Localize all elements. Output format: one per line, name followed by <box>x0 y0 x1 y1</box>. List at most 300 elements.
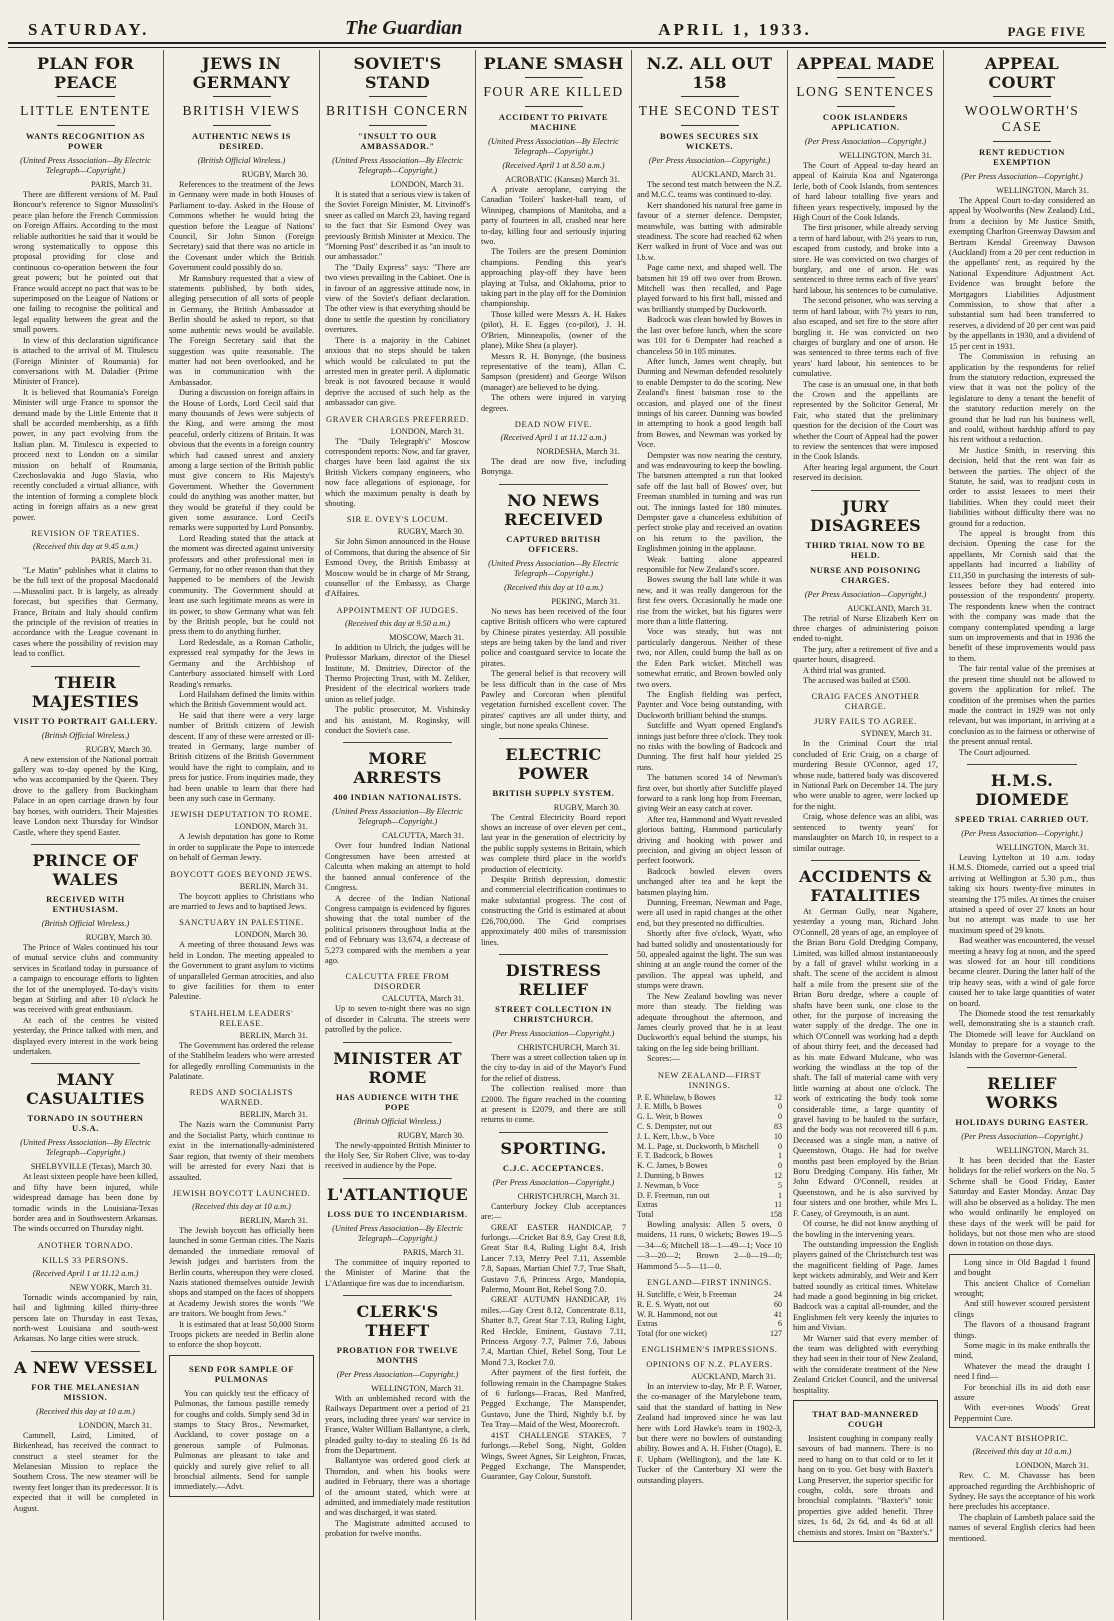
deck: VISIT TO PORTRAIT GALLERY. <box>13 715 158 726</box>
subheadline: THE SECOND TEST <box>638 103 781 118</box>
ad-text: Insistent coughing in company really savours of bad manners. There is no need to hang on to that cold or to let it hang on to you. Get busy with Baxter's Lung Preserver, the superior specific for coughs, colds, sore throats and bronchial complaints. "Baxter's" tonic properties give added benefit. Three sizes, 1s 6d, 2s 6d, and 4s 6d at all chemists and stores. Insist on "Baxter's." <box>798 1434 933 1537</box>
received-line: (Received April 1 at 11.12 a.m.) <box>32 1268 139 1278</box>
paragraph: Sutcliffe and Wyatt opened England's innings just before three o'clock. They took no risks with the bowling of Badcock and Dunning. The first half hour yielded 25 runs. <box>637 721 782 772</box>
story-a-new-vessel <box>13 1358 158 1514</box>
runs-value: 12 <box>774 1170 782 1180</box>
divider <box>499 1132 608 1133</box>
deck: LOSS DUE TO INCENDIARISM. <box>327 1208 468 1219</box>
story-appointment-of-judges <box>325 605 470 737</box>
story-sporting <box>481 1139 626 1483</box>
paragraph: GREAT AUTUMN HANDICAP, 1½ miles.—Gay Crest 8.12, Concentrate 8.11, Shatter 8.7, Great Star 7.13, Ruling Light, Red Heckle, Eminent, Gustavo 7.11, Princess Argosy 7.7, Palmer 7.6, Jabous 7.4, Martian Chief, Rebel Song, Tout Le Mond 7.3, Rocket 7.0. <box>481 1295 626 1367</box>
section-minor-heading: JEWISH DEPUTATION TO ROME. <box>170 809 313 820</box>
paragraph: Voce was steady, but was not particularly dangerous. Neither of these two, nor Allen, could bump the ball as on the Eden Park wicket. Mitchell was somewhat erratic, and Brown bowled only two overs. <box>637 627 782 689</box>
section-minor-heading: OPINIONS OF N.Z. PLAYERS. <box>646 1358 773 1369</box>
paragraph: The newly-appointed British Minister to the Holy See, Sir Robert Clive, was to-day received in audience by the Pope. <box>325 1140 470 1171</box>
batsman-entry: D. F. Freeman, run out <box>637 1190 710 1200</box>
paragraph: Badcock was clean bowled by Bowes in the last over before lunch, when the score was 101 for 6 Dempster had reached a chanceless 50 in 105 minutes. <box>637 315 782 356</box>
dateline: MOSCOW, March 31. <box>389 632 464 642</box>
dateline: WELLINGTON, March 31. <box>996 842 1089 852</box>
story-graver-charges <box>325 414 470 510</box>
score-row <box>637 1290 782 1300</box>
divider <box>993 141 1051 142</box>
source-line: (British Official Wireless.) <box>41 730 130 740</box>
deck: STREET COLLECTION IN CHRISTCHURCH. <box>495 1003 612 1024</box>
runs-value: 11 <box>774 1200 782 1210</box>
divider <box>31 844 140 845</box>
column-6 <box>788 50 944 1620</box>
batsman-entry: K. C. James, b Bowes <box>637 1161 708 1171</box>
paragraph: 41ST CHALLENGE STAKES, 7 furlongs.—Rebel Song, Night, Golden Wings, Sweet Agnes, Sir Leighton, Fracas, Pegged Exchange, The Manspender, Guarantee, Gay Colour, Sunstoft. <box>481 1430 626 1482</box>
paragraph: Canterbury Jockey Club acceptances are:— <box>481 1201 626 1222</box>
source-line: (United Press Association—By Electric Telegraph—Copyright.) <box>20 1138 151 1158</box>
story-stahlhelm <box>169 1008 314 1083</box>
column-4 <box>476 50 632 1620</box>
headline: APPEAL COURT <box>984 54 1060 92</box>
batsman-entry: J. Dunning, b Bowes <box>637 1170 704 1180</box>
ad-text: You can quickly test the efficacy of Pulmonas, the famous pastille remedy for coughs and colds. Simply send 3d in stamps to Stacy Bros., Newmarket, Auckland, to cover postage on a generous sample of Pulmonas. Pulmonas are pleasant to take and quickly and surely give relief to all bronchial ailments. Send for sample immediately.—Advt. <box>174 1388 309 1492</box>
batsman-entry: M. L. Page, st. Duckworth, b Mitchell <box>637 1141 759 1151</box>
paragraph: A third trial was granted. <box>803 665 886 675</box>
source-line: (British Official Wireless.) <box>353 1116 442 1126</box>
dateline: RUGBY, March 30. <box>397 527 464 537</box>
deck: CAPTURED BRITISH OFFICERS. <box>506 533 601 554</box>
runs-value: 10 <box>774 1131 782 1141</box>
paragraph: Mr Warner said that every member of the team was delighted with everything they had seen in their tour of New Zealand, with the considerate treatment of the New Zealand Cricket Council, and the universal hospitality. <box>793 1333 938 1395</box>
poem-line: Whatever the mead the draught I need I find— <box>954 1361 1090 1382</box>
source-line: (Per Press Association—Copyright.) <box>492 1028 615 1038</box>
score-row <box>637 1200 782 1210</box>
paragraph: Rev. C. M. Chavasse has been approached regarding the Archbishopric of Sydney. He says the acceptance of his work here precludes his acceptance. <box>949 1471 1095 1512</box>
headline: PRINCE OF WALES <box>32 850 139 889</box>
paragraph: A Jewish deputation has gone to Rome in order to supplicate the Pope to intercede on behalf of German Jewry. <box>169 832 314 863</box>
score-row <box>637 1329 782 1339</box>
divider <box>967 764 1077 765</box>
dateline: NORDESHA, March 31. <box>536 446 620 456</box>
section-minor-heading: REVISION OF TREATIES. <box>31 528 140 538</box>
paragraph: Tornadic winds accompanied by rain, hail and lightning killed thirty-three persons late on Thursday in east Texas, north-west Louisiana and south-west Arkansas. No large cities were struck. <box>13 1292 158 1344</box>
score-row <box>637 1210 782 1220</box>
deck: NURSE AND POISONING CHARGES. <box>809 564 922 585</box>
divider <box>499 954 608 955</box>
source-line: (Per Press Association—Copyright.) <box>961 1132 1083 1142</box>
section-minor-heading: REDS AND SOCIALISTS WARNED. <box>189 1087 294 1108</box>
advertisement-baxters <box>793 1400 938 1542</box>
story-jews-in-germany <box>169 54 314 804</box>
paragraph: The appeal is brought from this decision. Opening the case for the appellants, Mr Cornish said that the appellants had incurred a liability of £11,350 in purchasing the interests of sub-lessees before they had entered into possession of the respondents' property. The respondents knew when the contract with the company was made that the company contemplated spending a large sum on improvements and that in 1936 the benefit of these improvements would pass to them. <box>949 529 1095 663</box>
dateline: LONDON, March 31. <box>390 426 464 436</box>
deck: AUTHENTIC NEWS IS DESIRED. <box>191 131 291 151</box>
paragraph: The chaplain of Lambeth palace said the names of several English clerics had been mentioned. <box>949 1512 1095 1543</box>
runs-value: 0 <box>778 1161 782 1171</box>
paragraph: The Court of Appeal to-day heard an appeal of Kairuia Koa and Ngateronga Ierle, both of Cook Islands, from sentences of hard labour totalling five years and fifteen years respectively, imposed by the High Court of the Cook Islands. <box>793 161 938 223</box>
headline: NO NEWS RECEIVED <box>504 490 603 529</box>
received-line: (Received April 1 at 8.50 a.m.) <box>502 161 605 170</box>
dateline: CHRISTCHURCH, March 31. <box>517 1042 620 1052</box>
story-appeal-made <box>793 54 938 484</box>
divider <box>369 96 427 97</box>
masthead-rule <box>8 44 1106 48</box>
paragraph: The accused was bailed at £500. <box>803 676 911 686</box>
paragraph: With an unblemished record with the Railways Department over a period of 21 years, including three years' war service in France, Walter William Ballantyne, a clerk, pleaded guilty to-day to stealing £6 1s 8d from the Department. <box>325 1394 470 1456</box>
paragraph: Dunning, Freeman, Newman and Page, were all used in rapid changes at the other end, but they presented no difficulties. <box>637 898 782 928</box>
runs-value: 60 <box>774 1299 782 1309</box>
paragraph: During a discussion on foreign affairs in the House of Lords, Lord Cecil said that many thousands of Jews were subjects of the King, and were among the most peaceful, orderly citizens of Britain. It was obvious that the events in a foreign country which had caused unrest and anxiety among a large section of the British public must give concern to His Majesty's Government. Whether the Government could do anything was another matter, but they would be grateful if they could be given some assurance. Lord Cecil's remarks were supported by Lord Ponsonby. <box>169 388 314 533</box>
paragraph: The New Zealand bowling was never more than steady. The fielding was adequate throughout the afternoon, and James clearly proved that he is at least Duckworth's equal behind the stumps, his taking on the leg side being brilliant. <box>637 991 782 1053</box>
column-5 <box>632 50 788 1620</box>
deck: "INSULT TO OUR AMBASSADOR." <box>358 131 437 151</box>
headline: L'ATLANTIQUE <box>327 1184 468 1204</box>
dateline: BERLIN, March 31. <box>239 881 308 891</box>
headline: MANY CASUALTIES <box>26 1070 145 1109</box>
dateline: SYDNEY, March 31. <box>861 729 932 739</box>
poem-line: Some magic in its make enthralls the mind, <box>954 1340 1090 1361</box>
paragraph: It has been decided that the Easter holidays for the relief workers on the No. 5 Scheme shall be Good Friday, Easter Saturday and Easter Monday. Anzac Day will also be observed as a holiday. The men who would ordinarily be employed on these days of the week will be paid for holidays, but not those men who are stood down in rotation on those days. <box>949 1156 1095 1249</box>
masthead-paper-title: The Guardian <box>345 17 463 39</box>
masthead-page-number: PAGE FIVE <box>1007 24 1086 39</box>
story-reds-warned <box>169 1087 314 1182</box>
paragraph: At least sixteen people have been killed, and fifty have been injured, while widespread damage has been done by tornadic winds in the Louisiana-Texas border area and in Southwestern Arkansas. The winds occurred on Thursday night. <box>13 1172 158 1234</box>
deck: SPEED TRIAL CARRIED OUT. <box>954 813 1090 824</box>
paragraph: He said that there were a very large number of British citizens of Jewish descent. If any of these were arrested or ill-treated in Germany, large number of British citizens of the British Government would have the right to complain, and to press for justice. From inquiries made, they had been unable to learn that there had been any such case in Germany. <box>169 710 314 803</box>
bowling-analysis: Bowling analysis: Allen 5 overs, 0 maidens, 11 runs, 0 wickets; Bowes 19—5—34—6; Mitchell 18—1—49—1; Voce 10—3—20—2; Brown 2—0—19—0; Hammond 5—5—11—0. <box>637 1219 782 1271</box>
source-line: (British Official Wireless.) <box>41 918 130 928</box>
story-clerks-theft <box>325 1302 470 1540</box>
paragraph: In view of this declaration significance is attached to the arrival of M. Titulescu (Foreign Minister of Roumania) for conversations with M. Daladier (Prime Minister of France). <box>13 335 158 387</box>
poem-line: And still however scoured persistent clings <box>954 1299 1090 1319</box>
paragraph: Lord Reading stated that the attack at the moment was directed against university professors and other professional men in Germany, for no other reason than that they happened to be members of the Jewish community. The Government should at least use such legitimate means as were in its power, to show Germany what was felt by the British people, but he could not press them to do anything further. <box>169 533 314 637</box>
paragraph: "Le Matin" publishes what it claims to be the full text of the proposal Macdonald—Mussolini pact. It is largely, as already forecast, but specifies that Germany, France, Britain and Italy should confirm the principle of the revision of treaties in accordance with the League covenant in cases where the possibility of revision may lead to conflict. <box>13 566 158 659</box>
batsman-entry: R. E. S. Wyatt, not out <box>637 1299 710 1309</box>
score-row <box>637 1132 782 1142</box>
paragraph: A decree of the Indian National Congress campaign is evidenced by figures showing that the total number of the political prisoners throughout India at the end of February was 13,674, a decrease of 5,273 compared with the members a year ago. <box>325 893 470 965</box>
score-row <box>637 1122 782 1132</box>
source-line: (United Press Association—By Electric Telegraph—Copyright.) <box>332 807 463 827</box>
england-scorecard <box>637 1290 782 1339</box>
dateline: PARIS, March 31. <box>402 1247 464 1257</box>
paragraph: Dempster was now nearing the century, and was endeavouring to keep the bowling. The batsmen attempted a run that looked safe off the last ball of Bowes' over, but Freeman stumbled in turning and was run out. The innings lasted for 180 minutes. Dempster gave a chanceless exhibition of perfect stroke play and received an ovation on his return to the pavilion, the Englishmen joining in the applause. <box>637 450 782 554</box>
batsman-entry: J. Newman, b Voce <box>637 1180 699 1190</box>
divider <box>525 77 583 78</box>
paragraph: The dead are now five, including Bonynga. <box>481 456 626 477</box>
dateline: BERLIN, March 31. <box>239 1215 308 1225</box>
story-hms-diomede <box>949 771 1095 1061</box>
divider <box>31 1063 140 1064</box>
dateline: NEW YORK, March 31. <box>69 1282 152 1292</box>
subheadline: BRITISH CONCERN <box>326 103 469 118</box>
story-ovey-locum <box>325 514 470 599</box>
divider <box>31 666 140 667</box>
paragraph: The Nazis warn the Communist Party and the Socialist Party, which continue to exist in the internationally-administered Saar region, that twenty of their members will be arrested for every Nazi that is assaulted. <box>169 1120 314 1182</box>
paragraph: There is a majority in the Cabinet anxious that no steps should be taken which would be calculated to put the arrested men in greater peril. A diplomatic break is not favoured because it would deprive the accused of such help as the ambassador can give. <box>325 335 470 408</box>
paragraph: Kerr shandoned his natural free game in favour of a sterner defence. Dempster, meanwhile, was batting with admirable steadiness. The score had reached 62 when Kerr walked in front of Voce and was out l.b.w. <box>637 200 782 262</box>
dateline: PEKING, March 31. <box>551 596 620 606</box>
source-line: (United Press Association—By Electric Telegraph—Copyright.) <box>488 137 619 156</box>
received-line: (Received this day at 10 a.m.) <box>192 1201 291 1211</box>
paragraph: Bad weather was encountered, the vessel meeting a heavy fog at noon, and the speed was slowed for an hour till conditions became clearer. During the latter half of the trip heavy seas, with a wind of gale force caused her to take large quantities of water on board. <box>949 936 1095 1008</box>
source-line: (British Official Wireless.) <box>197 156 286 165</box>
divider <box>525 106 583 107</box>
source-line: (Per Press Association—Copyright.) <box>336 1370 459 1379</box>
masthead-date: APRIL 1, 1933. <box>658 20 812 39</box>
story-no-news-received <box>481 491 626 732</box>
source-line: (United Press Association—By Electric Telegraph—Copyright.) <box>332 1223 463 1243</box>
score-row <box>637 1181 782 1191</box>
batsman-entry: C. S. Dempster, not out <box>637 1121 713 1131</box>
paragraph: The "Daily Telegraph's" Moscow correspondent reports: Now, and far graver, charges have been laid against the six British Vickers company engineers, who now face allegations of espionage, for which the maximum penalty is death by shooting. <box>325 436 470 508</box>
deck: 400 INDIAN NATIONALISTS. <box>333 792 462 803</box>
poem-line: This ancient Chalice of Cornelian wrought; <box>954 1278 1090 1298</box>
column-1 <box>8 50 164 1620</box>
runs-value: 0 <box>778 1141 782 1151</box>
dateline: WELLINGTON, March 31. <box>996 1146 1089 1156</box>
dateline: AUCKLAND, March 31. <box>847 603 932 613</box>
source-line: (Per Press Association—Copyright.) <box>961 828 1083 838</box>
paragraph: The Central Electricity Board report shows an increase of over eleven per cent., last year in the generation of electricity by the public supply systems in Britain, which was complete third place in the world's production of electricity. <box>481 812 626 874</box>
deck: COOK ISLANDERS APPLICATION. <box>822 112 909 132</box>
paragraph: At German Gully, near Ngahere, yesterday a young man, Richard John O'Connell, 28 years of age, an employee of the Brian Boru Gold Dredging Company, Limited, was killed almost instantaneously by a fall of gravel whilst working in a shaft. The scene of the accident is almost half a mile from the present site of the Brian Boru dredge, where a couple of shafts have been sunk, one close to the other, for the purpose of increasing the water supply of the dredge. The one in which O'Connell was working had a depth of about thirty feet, and the deceased had as his mate Edward Mulcane, who was working the windlass at the top of the shaft. The fall of material came with very little warning at about one o'clock. The work of extricating the body took some considerable time, a large quantity of gravel having to be hauled to the surface, and the body was not recovered till 6 p.m. Deceased was a single man, a native of Queenstown, Otago. He had for twelve months past been employed by the Brian Boru Dredging Company. His father, Mr John Edward O'Connell, resides at Queenstown, and he is also survived by four sisters and one brother, while Mrs L. F. Casey, of Greymouth, is an aunt. <box>793 906 938 1218</box>
dateline: RUGBY, March 30. <box>241 170 308 179</box>
paragraph: It is estimated that at least 50,000 Storm Troops pickets are needed in Berlin alone to enforce the shop boycott. <box>169 1319 314 1350</box>
divider <box>343 742 452 743</box>
poem-line: With ever-ones Woods' Great Peppermint Cure. <box>954 1403 1090 1423</box>
divider <box>343 1042 452 1043</box>
paragraph: Craig, whose defence was an alibi, was sentenced to twenty years' for manslaughter on March 10, in respect to a similar outrage. <box>793 812 938 853</box>
paragraph: The others were injured in varying degrees. <box>481 393 626 413</box>
divider <box>343 1178 452 1179</box>
divider <box>57 125 115 126</box>
paragraph: There was a street collection taken up in the city to-day in aid of the Mayor's Fund for the relief of distress. <box>481 1052 626 1083</box>
score-row <box>637 1112 782 1122</box>
headline: N.Z. ALL OUT 158 <box>646 54 773 92</box>
paragraph: A meeting of three thousand Jews was held in London. The meeting appealed to the Government to grant asylum to victims of unparalleled German atrocities, and also to give facilities for them to enter Palestine. <box>169 940 314 1002</box>
paragraph: After hearing legal argument, the Court reserved its decision. <box>793 462 938 483</box>
paragraph: In addition to Ulrich, the judges will be Professor Markam, director of the Diesel Institute, M. Dmitriev, Director of the Thermo Projecting Trust, with M. Zeliker, President of the electrical workers trade union as relief judge. <box>325 642 470 704</box>
paragraph: The public prosecutor, M. Vishinsky and his assistant, M. Roginsky, will conduct the Soviet's case. <box>325 705 470 736</box>
runs-value: 24 <box>774 1289 782 1299</box>
headline: ELECTRIC POWER <box>505 744 602 783</box>
story-more-arrests <box>325 749 470 1035</box>
paragraph: It is stated that a serious view is taken of the Soviet Foreign Minister, M. Litvinoff's sneer as called on March 23, having regard to the fact that Sir Esmond Ovey was previously British Minister at Mexico. The "Morning Post" described it as "an insult to our ambassador." <box>325 190 470 262</box>
deck: ACCIDENT TO PRIVATE MACHINE <box>498 112 609 132</box>
divider <box>811 490 920 491</box>
headline: A NEW VESSEL <box>14 1357 157 1377</box>
story-electric-power <box>481 745 626 948</box>
dateline: LONDON, March 31. <box>1015 1461 1089 1471</box>
poem-line: The flavors of a thousand fragrant things. <box>954 1320 1090 1340</box>
deck: BOWES SECURES SIX WICKETS. <box>659 131 759 151</box>
story-distress-relief <box>481 961 626 1126</box>
story-jewish-deputation <box>169 809 314 863</box>
source-line: (Per Press Association—Copyright.) <box>648 156 771 165</box>
paragraph: The second prisoner, who was serving a term of hard labour, with 7½ years to run, also escaped, and set fire to the store after burgling it. He was convicted on two charges of burglary and one of arson. He was sentenced to three terms each of five years' hard labour, his sentences to be cumulative. <box>793 296 938 379</box>
batsman-entry: Total <box>637 1210 654 1220</box>
dateline: PARIS, March 31. <box>90 556 152 565</box>
paragraph: In an interview to-day, Mr P. F. Warner, the co-manager of the Marylebone team, said that the standard of batting in New Zealand had improved since he was last here with Lord Hawke's team in 1902-3, but there were no bowlers of outstanding ability. Bowes and A. H. Fisher (Otago), E. F. Upham (Wellington), and the late K. Tucker of the Canterbury XI were the outstanding players. <box>637 1381 782 1485</box>
batsman-entry: W. R. Hammond, not out <box>637 1309 718 1319</box>
story-appeal-court <box>949 54 1095 758</box>
deck: RECEIVED WITH ENTHUSIASM. <box>46 893 125 914</box>
paragraph: The Toilers are the present Dominion champions. Pending this year's approaching play-off they have been playing at Tulsa, and Oklahoma, prior to taking part in the play off for the Dominion championship. <box>481 247 626 309</box>
paragraph: The Appeal Court to-day considered an appeal by Woolworths (New Zealand) Ltd., from a decision by Mr Justice Smith, exempting Charlton Greenway Dawson and Bertram Kendal Greenway Dawson (Auckland) from a 20 per cent reduction in the appellants' rent, as required by the National Expenditure Adjustment Act. Evidence was brought before the Mortgagors Liabilities Adjustment Commission, to show that after a substantial sum had been transferred to reserves, a dividend of 20 per cent was paid by the appellants in 1930, and a dividend of 15 per cent in 1931. <box>949 196 1095 351</box>
divider <box>681 125 739 126</box>
divider <box>811 860 920 861</box>
score-row <box>637 1310 782 1320</box>
received-line: (Received this day at 9.50 a.m.) <box>344 618 451 628</box>
runs-value: 0 <box>778 1102 782 1112</box>
paragraph: Cammell, Laird, Limited, of Birkenhead, has received the contract to construct a steel steamer for the Melanesian Mission to replace the Southern Cross. The new steamer will be twenty feet longer than its predecessor. It is expected that it will be completed in August. <box>13 1430 158 1513</box>
paragraph: Ballantyne was ordered good clerk at Thorndon, and when his books were audited in February, there was a shortage of the amount stated, which were at admitted, and immediately made restitution and was discharged, it was stated. <box>325 1456 470 1518</box>
received-line: (Received April 1 at 11.12 a.m.) <box>500 432 607 442</box>
deck: BRITISH SUPPLY SYSTEM. <box>492 787 615 798</box>
paragraph: GREAT EASTER HANDICAP, 7 furlongs.—Cricket Bat 8.9, Gay Crest 8.8, Great Star 8.4, Ruling Light 8.4, Irish Lancer 7.13, Merry Peel 7.11, Assemble 7.8, Sapaas, Martian Chief 7.7, True Shaft, Gustavo 7.6, Princess Argo, Mandopia, Palermo, Mount Bot, Rebel Song 7.0. <box>481 1222 626 1294</box>
runs-value: 83 <box>774 1121 782 1131</box>
paragraph: The fair rental value of the premises at the present time should not be allowed to govern the application for relief. The condition of the premises when the parties made the contract in 1929 was not only relevant, but was important, in arriving at a conclusion as to the fairness or otherwise of the present annual rental. <box>949 664 1095 747</box>
section-minor-heading: ENGLISHMEN'S IMPRESSIONS. <box>641 1343 778 1354</box>
paragraph: Page came next, and shaped well. The batsmen hit 19 off two over from Brown. Mitchell was then recalled, and Page played forward to his first ball, missed and was brilliantly stumped by Duckworth. <box>637 263 782 314</box>
score-row <box>637 1093 782 1103</box>
dateline: WELLINGTON, March 31. <box>371 1384 464 1393</box>
advertisement-poem <box>949 1254 1095 1429</box>
paragraph: The Prince of Wales continued his tour of mutual service clubs and community services in Scotland today in pursuance of a campaign to encourage efforts to lighten the lot of the unemployed. To-day's visits began at Stirling and after 10 o'clock he was received with great enthusiasm. <box>13 942 158 1015</box>
batsman-entry: Extras <box>637 1200 658 1210</box>
section-minor-heading: VACANT BISHOPRIC. <box>975 1433 1069 1444</box>
paragraph: It is believed that Roumania's Foreign Minister will urge France to sponsor the demand made by the Little Entente that it shall be accorded membership, as a fifth power, in any pact evolving from the Italian plan. M. Titulescu is expected to proceed next to London on a similar mission on behalf of Roumania, Czechoslovakia and Jugo Slavia, who recently concluded a virtual alliance, with the intention of forming a complete block acting in foreign affairs as a new great power. <box>13 387 158 522</box>
dateline: AUCKLAND, March 31. <box>691 170 776 179</box>
paragraph: Despite British depression, domestic and commercial electrification continues to make substantial progress. The cost of constructing the Grid is estimated at about £26,700,000. The Grid comprises approximately 400 miles of transmission lines. <box>481 875 626 947</box>
subheadline: LITTLE ENTENTE <box>20 103 151 118</box>
paragraph: The general belief is that recovery will be less difficult than in the case of Mrs Pawley and Corcoran when plentiful vegetation furnished excellent cover. The pirates' captives are all under thirty, and single, but none speaks Chinese. <box>481 669 626 731</box>
paragraph: Messrs R. H. Bonynge, (the business representative of the team), Allan C. Sampson (president) and George Wilson (manager) are believed to be dying. <box>481 351 626 392</box>
dateline: BERLIN, March 31. <box>239 1030 308 1040</box>
dateline: WELLINGTON, March 31. <box>839 151 932 160</box>
runs-value: 41 <box>774 1309 782 1319</box>
story-jury-disagrees <box>793 497 938 854</box>
columns <box>8 50 1106 1620</box>
dateline: LONDON, March 31. <box>234 822 308 832</box>
headline: ACCIDENTS & FATALITIES <box>799 866 932 905</box>
batsman-entry: G. L. Weir, b Bowes <box>637 1112 703 1122</box>
section-minor-heading: JEWISH BOYCOTT LAUNCHED. <box>172 1187 311 1198</box>
paragraph: A private aeroplane, carrying the Canadian 'Toilers' basket-ball team, of Winnipeg, champions of Manitoba, and a party of fourteen in all, crashed near here to-day, killing four and seriously injuring two. <box>481 185 626 247</box>
paragraph: In the Criminal Court the trial concluded of Eric Craig, on a charge of murdering Bessie O'Connor, aged 17, whose nude, battered body was discovered in National Park on December 14. The jury who were unable to agree, were locked up for the night. <box>793 739 938 811</box>
poem-line: Long since in Old Bagdad I found and bought <box>954 1257 1090 1278</box>
dateline: RUGBY, March 30. <box>397 1130 464 1140</box>
subheadline: WOOLWORTH'S CASE <box>964 103 1080 134</box>
section-minor-heading: KILLS 33 PERSONS. <box>42 1254 129 1265</box>
score-row <box>637 1102 782 1112</box>
runs-value: 6 <box>778 1319 782 1329</box>
section-minor-heading: STAHLHELM LEADERS' RELEASE. <box>189 1007 294 1028</box>
subheadline: BRITISH VIEWS <box>182 103 301 118</box>
section-minor-heading: DEAD NOW FIVE. <box>514 418 593 429</box>
paragraph: Over four hundred Indian National Congressmen have been arrested at Calcutta when making an attempt to hold the banned annual conference of the Congress. <box>325 841 470 893</box>
story-many-casualties <box>13 1070 158 1344</box>
paragraph: Those killed were Messrs A. H. Hakes (pilot), H. E. Egges (co-pilot), J. H. O'Brien, Minneapolis, (owner of the plane), Mike Shea (a player). <box>481 309 626 351</box>
headline: APPEAL MADE <box>796 54 935 73</box>
story-minister-at-rome <box>325 1049 470 1172</box>
runs-value: 12 <box>774 1092 782 1102</box>
story-their-majesties <box>13 673 158 838</box>
section-minor-heading: GRAVER CHARGES PREFERRED. <box>325 413 470 424</box>
paragraph-group <box>637 180 782 1054</box>
headline: PLAN FOR PEACE <box>37 54 134 92</box>
deck: FOR THE MELANESIAN MISSION. <box>31 1381 140 1402</box>
section-minor-heading: SANCTUARY IN PALESTINE. <box>179 917 304 928</box>
paragraph: No news has been received of the four captive British officers who were captured by Chinese pirates yesterday. All possible steps are being taken by the land and river police and coastguard service to locate the pirates. <box>481 606 626 668</box>
paragraph: Shortly after five o'clock, Wyatt, who had batted solidly and unostentatiously for 50, appealed against the light. The sun was shining at an angle round the corner of the pavilion. The appeal was upheld, and stumps were drawn. <box>637 929 782 991</box>
scores-title: Scores:— <box>647 1054 680 1064</box>
column-2 <box>164 50 320 1620</box>
batsman-entry: P. E. Whitelaw, b Bowes <box>637 1092 716 1102</box>
paragraph: The jury, after a retirement of five and a quarter hours, disagreed. <box>793 644 938 665</box>
deck: WANTS RECOGNITION AS POWER <box>25 131 146 151</box>
paragraph: The Diomede stood the test remarkably well, demonstrating she is a staunch craft. The Diomede will leave for Auckland on Monday to prepare for a voyage to the Islands with the Governor-General. <box>949 1009 1095 1060</box>
ad-title: SEND FOR SAMPLE OF PULMONAS <box>188 1363 294 1384</box>
section-minor-heading: BOYCOTT GOES BEYOND JEWS. <box>170 868 313 879</box>
poem-line: For bronchial ills its aid doth ease assure <box>954 1382 1090 1402</box>
headline: SOVIET'S STAND <box>353 54 442 92</box>
headline: MORE ARRESTS <box>353 749 442 788</box>
divider <box>993 96 1051 97</box>
story-boycott-launched <box>169 1188 314 1351</box>
divider <box>681 96 739 97</box>
story-relief-works <box>949 1074 1095 1250</box>
column-7 <box>944 50 1100 1620</box>
paragraph: The case is an unusual one, in that both the Crown and the appellants are represented by the Solicitor General, Mr Fair, who stated that the preliminary question for the decision of the Court was whether the Court of Appeal had the power to review the sentences that were imposed in the Cook Islands. <box>793 379 938 462</box>
headline: MINISTER AT ROME <box>333 1048 462 1087</box>
masthead <box>8 6 1106 44</box>
story-latlantique <box>325 1185 470 1289</box>
dateline: LONDON, March 31. <box>78 1420 152 1430</box>
section-minor-heading: APPOINTMENT OF JUDGES. <box>336 604 459 615</box>
headline: RELIEF WORKS <box>985 1074 1059 1113</box>
paragraph: Lord Hailsham defined the limits within which the British Government would act. <box>169 689 314 710</box>
divider <box>369 125 427 126</box>
story-accidents-fatalities <box>793 867 938 1396</box>
score-row <box>637 1171 782 1181</box>
dateline: ACROBATIC (Kansas) March 31. <box>505 175 620 184</box>
paragraph: Badcock bowled eleven overs unchanged after tea and he kept the batsmen playing him. <box>637 866 782 897</box>
dateline: RUGBY, March 30. <box>85 932 152 942</box>
paragraph: The English fielding was perfect, Paynter and Voce being outstanding, with Duckworth brilliant behind the stumps. <box>637 689 782 720</box>
divider <box>343 1295 452 1296</box>
paragraph: After tea, Hammond and Wyatt revealed glorious batting, Hammond particularly driving and hooking with power and precision, and giving an object lesson of perfect footwork. <box>637 814 782 866</box>
dateline: LONDON, March 31. <box>390 180 464 189</box>
received-line: (Received this day at 10 a.m.) <box>36 1406 135 1416</box>
section-minor-heading: ANOTHER TORNADO. <box>37 1239 134 1250</box>
divider <box>31 1351 140 1352</box>
paragraph: The committee of inquiry reported to the Minister of Marine that the L'Atlantique fire was due to incendiarism. <box>325 1257 470 1288</box>
runs-value: 1 <box>778 1190 782 1200</box>
paragraph: Up to seven to-night there was no sign of disorder in Calcutta. The streets were patrolled by the police. <box>325 1004 470 1035</box>
story-boycott <box>169 869 314 913</box>
story-nz-all-out <box>637 54 782 1486</box>
story-soviets-stand <box>325 54 470 409</box>
headline: CLERK'S THEFT <box>356 1302 439 1340</box>
story-vacant-bishopric <box>949 1433 1095 1544</box>
story-plane-smash <box>481 54 626 478</box>
paragraph: The boycott applies to Christians who are married to Jews and to baptised Jews. <box>169 891 314 911</box>
received-line: (Received this day at 10 a.m.) <box>504 582 603 592</box>
batsman-entry: H. Sutcliffe, c Weir, b Freeman <box>637 1289 737 1299</box>
divider <box>499 738 608 739</box>
received-line: (Received this day at 9.45 a.m.) <box>32 542 139 551</box>
dateline: CALCUTTA, March 31. <box>382 994 464 1004</box>
deck: TORNADO IN SOUTHERN U.S.A. <box>27 1113 144 1134</box>
deck: HOLIDAYS DURING EASTER. <box>955 1117 1089 1128</box>
divider <box>499 484 608 485</box>
source-line: (United Press Association—By Electric Telegraph—Copyright.) <box>488 558 619 578</box>
